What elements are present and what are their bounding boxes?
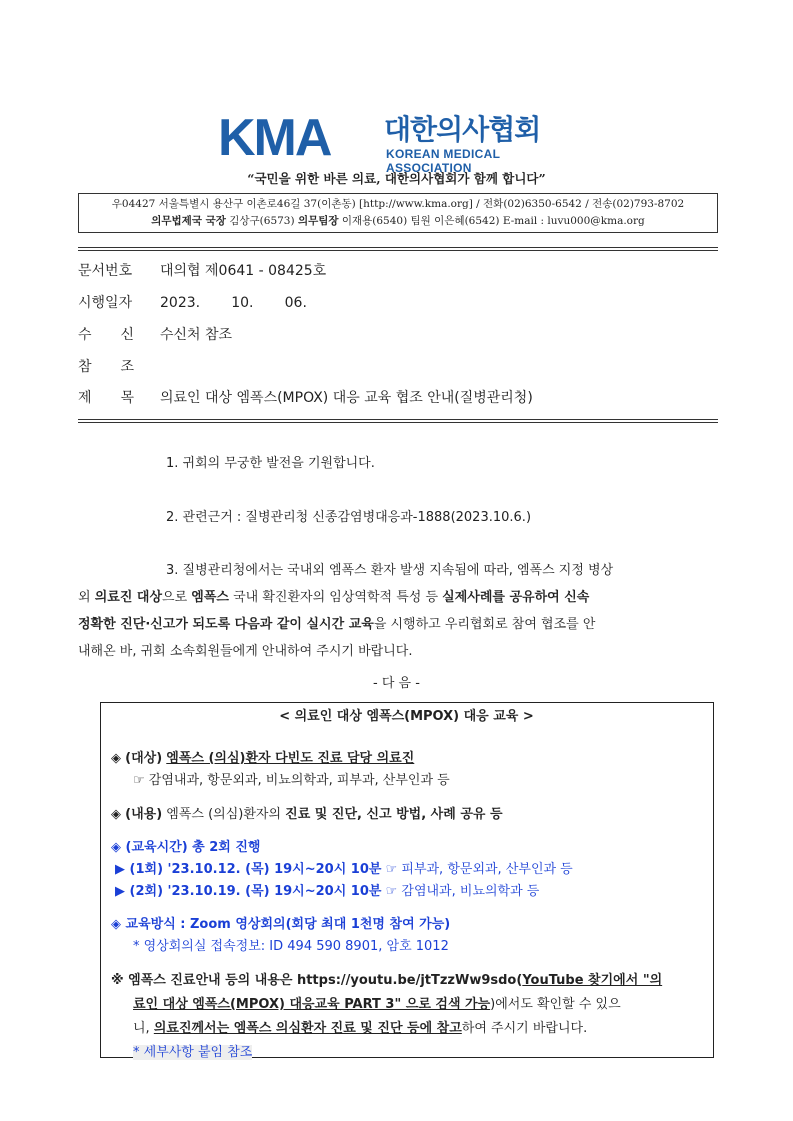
note-line-4 xyxy=(111,1041,707,1065)
note-paragraph xyxy=(111,969,707,1065)
content-line: ◈ (내용) 엠폭스 (의심)환자의 진료 및 진단, 신고 방법, 사례 공유 등 xyxy=(111,807,503,822)
staff-value-director: 김상구(6573) xyxy=(225,215,298,227)
target-sub-line: ☞ 감염내과, 항문외과, 비뇨의학과, 피부과, 산부인과 등 xyxy=(133,773,450,788)
paragraph-3 xyxy=(78,557,718,665)
doc-number-value: 대의협 제0641 - 08425호 xyxy=(160,263,327,279)
target-line: ◈ (대상) 엠폭스 (의심)환자 다빈도 진료 담당 의료진 xyxy=(111,751,415,766)
diamond-bullet-icon: ◈ xyxy=(111,751,121,766)
header-divider-1 xyxy=(78,247,718,248)
kma-logo xyxy=(218,109,578,175)
time-line: ◈ (교육시간) 총 2회 진행 xyxy=(111,840,261,855)
note-line-3: 니, 의료진께서는 엠폭스 의심환자 진료 및 진단 등에 참고하여 주시기 바랍니다. xyxy=(133,1021,588,1036)
method-line: ◈ 교육방식 : Zoom 영상회의(회당 최대 1천명 참여 가능) xyxy=(111,917,451,932)
notice-title: < 의료인 대상 엠폭스(MPOX) 대응 교육 > xyxy=(279,709,534,724)
staff-label-director: 의무법제국 국장 xyxy=(151,215,226,227)
recipient-value: 수신처 참조 xyxy=(160,327,233,343)
doc-number-label: 문서번호 xyxy=(78,263,133,279)
contact-box xyxy=(78,193,718,233)
header-divider-2 xyxy=(78,250,718,251)
paragraph-2: 2. 관련근거 : 질병관리청 신종감염병대응과-1888(2023.10.6.) xyxy=(166,510,532,525)
contact-line-address: 우04427 서울특별시 용산구 이촌로46길 37(이촌동) [http://www.kma.org] / 전화(02)6350-6542 / 전송(02)793-8702 xyxy=(111,198,685,210)
slogan: “국민을 위한 바른 의료, 대한의사협회가 함께 합니다” xyxy=(247,171,546,186)
meta-divider-1 xyxy=(78,419,718,420)
p3-line-1: 3. 질병관리청에서는 국내외 엠폭스 환자 발생 지속됨에 따라, 엠폭스 지정 병상 xyxy=(166,563,614,578)
logo-org-name-kr: 대한의사협회 xyxy=(384,113,541,146)
logo-org-name-en: KOREAN MEDICAL ASSOCIATION xyxy=(386,147,500,175)
paragraph-1: 1. 귀회의 무궁한 발전을 기원합니다. xyxy=(166,456,375,471)
date-value: 2023. 10. 06. xyxy=(160,295,307,311)
session-1-line: ▶ (1회) '23.10.12. (목) 19시~20시 10분 ☞ 피부과, 항문외과, 산부인과 등 xyxy=(115,862,573,877)
note-line-1: ※ 엠폭스 진료안내 등의 내용은 https://youtu.be/jtTzzWw9sdo(YouTube 찾기에서 "의 xyxy=(111,973,663,988)
note-line-2: 료인 대상 엠폭스(MPOX) 대응교육 PART 3" 으로 검색 가능)에서도 확인할 수 있으 xyxy=(133,997,621,1012)
p3-line-4: 내해온 바, 귀회 소속회원들에게 안내하여 주시기 바랍니다. xyxy=(78,644,413,659)
p3-line-3: 정확한 진단·신고가 되도록 다음과 같이 실시간 교육을 시행하고 우리협회로 참여 협조를 안 xyxy=(78,617,596,632)
subject-value: 의료인 대상 엠폭스(MPOX) 대응 교육 협조 안내(질병관리청) xyxy=(160,390,533,406)
contact-line-staff xyxy=(79,213,717,230)
diamond-bullet-icon: ◈ xyxy=(111,807,121,822)
zoom-info-line: * 영상회의실 접속정보: ID 494 590 8901, 암호 1012 xyxy=(133,939,449,954)
staff-value-team: 이재용(6540) 팀원 이은혜(6542) E-mail : luvu000@kma.org xyxy=(338,215,645,227)
p3-line-2: 외 의료진 대상으로 엠폭스 국내 확진환자의 임상역학적 특성 등 실제사례를 공유하여 신속 xyxy=(78,590,590,605)
recipient-label: 수 신 xyxy=(78,327,134,343)
logo-kma-mark: KMA xyxy=(218,109,331,167)
session-2-line: ▶ (2회) '23.10.19. (목) 19시~20시 10분 ☞ 감염내과, 비뇨의학과 등 xyxy=(115,884,540,899)
date-label: 시행일자 xyxy=(78,295,133,311)
reference-label: 참 조 xyxy=(78,359,134,375)
meta-divider-2 xyxy=(78,422,718,423)
attachment-note: * 세부사항 붙임 참조 xyxy=(133,1045,253,1060)
subject-label: 제 목 xyxy=(78,390,134,406)
next-heading: - 다 음 - xyxy=(373,676,420,691)
staff-label-team: 의무팀장 xyxy=(297,215,339,227)
notice-box xyxy=(100,702,714,1058)
